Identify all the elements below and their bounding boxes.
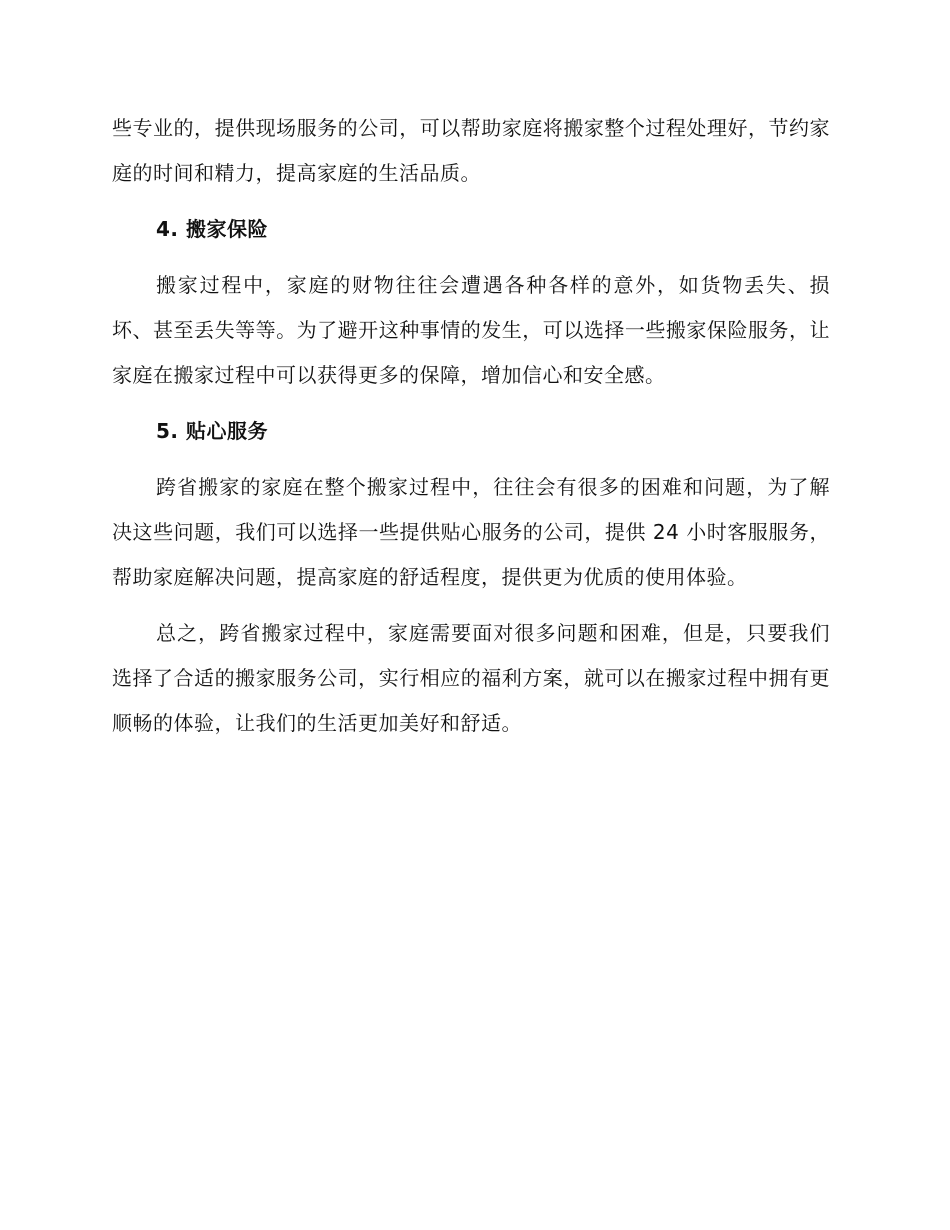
section-heading-insurance: 4. 搬家保险	[156, 217, 268, 241]
section-heading-service: 5. 贴心服务	[156, 419, 268, 443]
document-page	[112, 106, 830, 746]
section-body-service: 跨省搬家的家庭在整个搬家过程中，往往会有很多的困难和问题，为了解决这些问题，我们可以选择一些提供贴心服务的公司，提供 24 小时客服服务，帮助家庭解决问题，提高家庭的舒适程度，提供更为优质的使用体验。	[112, 475, 830, 589]
conclusion-paragraph: 总之，跨省搬家过程中，家庭需要面对很多问题和困难，但是，只要我们选择了合适的搬家服务公司，实行相应的福利方案，就可以在搬家过程中拥有更顺畅的体验，让我们的生活更加美好和舒适。	[112, 621, 830, 735]
section-body-insurance: 搬家过程中，家庭的财物往往会遭遇各种各样的意外，如货物丢失、损坏、甚至丢失等等。为了避开这种事情的发生，可以选择一些搬家保险服务，让家庭在搬家过程中可以获得更多的保障，增加信心和安全感。	[112, 273, 830, 387]
intro-continuation-paragraph: 些专业的，提供现场服务的公司，可以帮助家庭将搬家整个过程处理好，节约家庭的时间和精力，提高家庭的生活品质。	[112, 116, 830, 185]
